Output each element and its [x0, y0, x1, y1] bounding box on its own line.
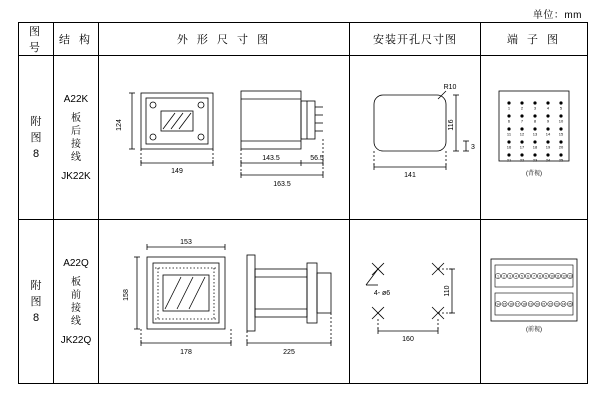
structure-word: 后 [71, 125, 81, 137]
fig-char: 图 [30, 131, 42, 144]
terminal-number: 2 [503, 274, 505, 279]
fig-char: 附 [30, 279, 42, 292]
structure-code-bottom: JK22Q [60, 334, 92, 346]
terminal-number: 18 [522, 302, 526, 307]
dim-front-width-bottom: 178 [180, 348, 192, 356]
terminal-number: 13 [532, 131, 538, 136]
dimension-table [18, 22, 588, 384]
terminal-number: 19 [545, 144, 551, 149]
outline-drawing-cell-2 [99, 220, 350, 384]
terminal-number: 10 [558, 118, 564, 123]
terminal-number: 17 [519, 144, 525, 149]
dim-side-depth-inner: 143.5 [262, 154, 280, 162]
header-figure-number: 图 号 [19, 23, 54, 56]
terminal-number: 15 [558, 131, 564, 136]
terminal-dot [546, 140, 549, 143]
dim-hole-small: 3 [471, 143, 475, 151]
terminal-number: 7 [520, 118, 524, 123]
terminal-number: 6 [527, 274, 529, 279]
terminal-number: 4 [546, 105, 550, 110]
terminal-number: 22 [548, 302, 553, 307]
unit-label: 单位：mm [532, 10, 582, 21]
header-structure: 结 构 [54, 23, 99, 56]
terminal-number: 23 [555, 302, 559, 307]
terminal-number: 22 [519, 157, 525, 162]
terminal-cell-1 [481, 56, 588, 220]
dim-hole-height: 116 [448, 118, 455, 131]
terminal-caption: (前视) [526, 326, 542, 333]
dim-side-depth: 225 [283, 348, 295, 356]
terminal-dot [533, 140, 536, 143]
structure-cell-2 [54, 220, 99, 384]
header-outline: 外 形 尺 寸 图 [99, 23, 350, 56]
terminal-number: 6 [507, 118, 511, 123]
terminal-number: 3 [533, 105, 537, 110]
terminal-dot [533, 101, 536, 104]
terminal-dot [507, 140, 510, 143]
outline-drawing-cell-1 [99, 56, 350, 220]
terminal-number: 21 [506, 157, 512, 162]
terminal-number: 1 [507, 105, 511, 110]
terminal-number: 12 [562, 274, 566, 279]
outline-drawing-2 [101, 227, 347, 377]
terminal-dot [507, 153, 510, 156]
mounting-hole-drawing-2 [352, 227, 478, 377]
terminal-dot [520, 127, 523, 130]
dim-front-width: 149 [171, 167, 183, 175]
structure-code-bottom: JK22K [61, 170, 91, 182]
structure-code-top: A22Q [63, 257, 89, 269]
structure-word: 板 [71, 112, 81, 124]
terminal-number: 25 [568, 302, 572, 307]
outline-drawing-1 [101, 63, 347, 213]
terminal-number: 20 [558, 144, 564, 149]
terminal-number: 11 [506, 131, 512, 136]
terminal-number: 8 [539, 274, 541, 279]
terminal-cell-2 [481, 220, 588, 384]
mounting-hole-cell-1 [350, 56, 481, 220]
dim-side-depth-outer: 163.5 [273, 180, 291, 188]
terminal-diagram-1 [483, 63, 585, 213]
terminal-dot [507, 101, 510, 104]
mounting-hole-cell-2 [350, 220, 481, 384]
fig-char: 图 [30, 295, 42, 308]
terminal-number: 3 [509, 274, 511, 279]
terminal-dot [520, 101, 523, 104]
terminal-number: 2 [520, 105, 524, 110]
terminal-number: 20 [535, 302, 540, 307]
terminal-dot [520, 140, 523, 143]
terminal-dot [507, 114, 510, 117]
dim-corner-radius: R10 [443, 83, 457, 91]
terminal-caption: (背视) [526, 170, 542, 177]
terminal-number: 12 [519, 131, 525, 136]
terminal-dot [559, 140, 562, 143]
terminal-number: 21 [542, 302, 546, 307]
dim-front-width-top: 153 [180, 238, 192, 246]
structure-word: 接 [71, 138, 81, 150]
terminal-number: 17 [515, 302, 520, 307]
terminal-number: 24 [545, 157, 551, 162]
figure-number-cell-2 [19, 220, 54, 384]
mounting-hole-drawing-1 [352, 63, 478, 213]
figure-number-cell-1 [19, 56, 54, 220]
terminal-number: 16 [506, 144, 512, 149]
fig-char: 8 [32, 147, 40, 160]
terminal-number: 4 [515, 274, 517, 279]
dim-hole-height: 110 [444, 284, 451, 297]
header-terminal: 端 子 图 [481, 23, 588, 56]
table-row [19, 220, 588, 384]
table-header-row [19, 23, 588, 56]
terminal-number: 9 [545, 274, 547, 279]
terminal-number: 16 [509, 302, 513, 307]
dim-hole-width: 160 [402, 335, 414, 343]
terminal-number: 1 [497, 274, 499, 279]
terminal-dot [507, 127, 510, 130]
terminal-number: 24 [561, 302, 566, 307]
terminal-number: 10 [550, 274, 554, 279]
terminal-number: 23 [532, 157, 538, 162]
fig-char: 8 [32, 311, 40, 324]
terminal-diagram-2 [483, 227, 585, 377]
terminal-dot [533, 114, 536, 117]
dim-side-tail: 56.5 [310, 154, 324, 162]
terminal-dot [559, 127, 562, 130]
header-mounting-hole: 安装开孔尺寸图 [350, 23, 481, 56]
terminal-dot [559, 114, 562, 117]
terminal-number: 19 [528, 302, 533, 307]
terminal-number: 5 [521, 274, 523, 279]
fig-char: 附 [30, 115, 42, 128]
terminal-dot [520, 153, 523, 156]
table-row [19, 56, 588, 220]
terminal-number: 15 [502, 302, 507, 307]
terminal-dot [520, 114, 523, 117]
terminal-number: 14 [496, 302, 500, 307]
terminal-number: 7 [533, 274, 535, 279]
structure-word: 板 [71, 276, 81, 288]
structure-cell-1 [54, 56, 99, 220]
terminal-number: 14 [545, 131, 551, 136]
terminal-dot [533, 127, 536, 130]
terminal-dot [559, 101, 562, 104]
hole-note: 4- ø6 [373, 289, 391, 297]
terminal-number: 18 [532, 144, 538, 149]
terminal-dot [559, 153, 562, 156]
terminal-dot [546, 127, 549, 130]
terminal-dot [546, 101, 549, 104]
dim-front-height: 124 [116, 118, 123, 131]
dim-hole-width: 141 [404, 171, 416, 179]
structure-word: 线 [71, 315, 81, 327]
structure-code-top: A22K [63, 93, 89, 105]
terminal-number: 5 [559, 105, 563, 110]
terminal-number: 9 [546, 118, 550, 123]
terminal-dot [546, 114, 549, 117]
structure-word: 线 [71, 151, 81, 163]
structure-word: 前 [71, 289, 81, 301]
terminal-number: 8 [533, 118, 537, 123]
terminal-dot [546, 153, 549, 156]
terminal-number: 11 [556, 274, 560, 279]
terminal-number: 25 [558, 157, 564, 162]
terminal-number: 13 [568, 274, 572, 279]
dim-front-height: 158 [123, 288, 130, 301]
terminal-dot [533, 153, 536, 156]
structure-word: 接 [71, 302, 81, 314]
